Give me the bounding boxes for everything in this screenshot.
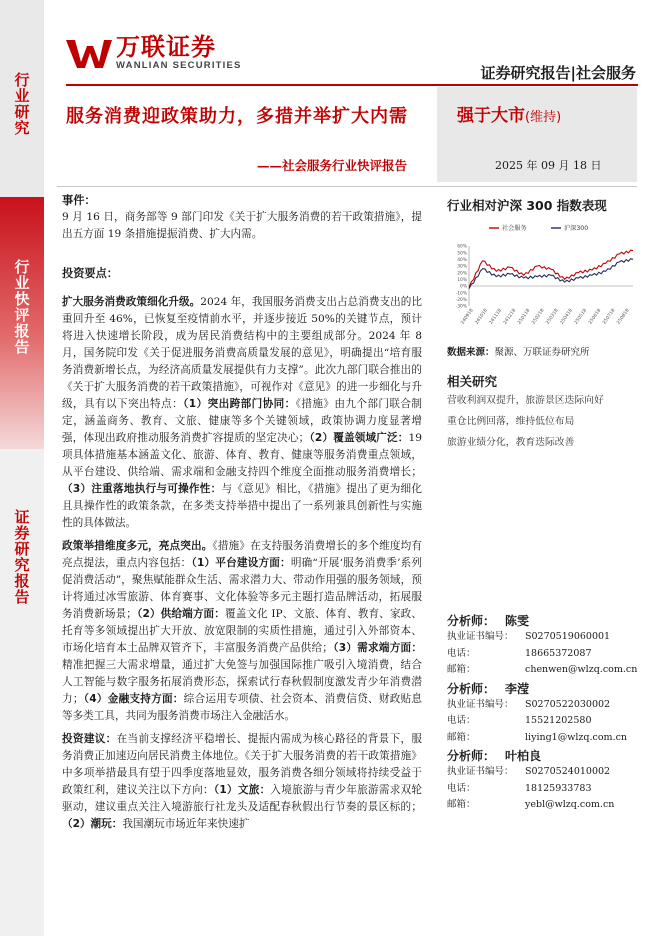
- analyst-name: 李滢: [505, 681, 530, 696]
- y-tick-label: 10%: [457, 277, 467, 283]
- related-item[interactable]: 旅游业绩分化，教育迭际改善: [447, 437, 575, 448]
- field-label: 邮箱：: [447, 664, 476, 675]
- x-tick-label: 250518: [573, 308, 589, 326]
- legend-label: 沪深300: [564, 225, 589, 232]
- point-text: 我国潮玩市场近年来快速扩: [122, 818, 250, 830]
- point-label: （1）文旅：: [213, 784, 271, 796]
- report-title: 服务消费迎政策助力，多措并举扩大内需: [66, 106, 408, 127]
- paragraph-text: 在当前支撑经济平稳增长、提振内需成为核心路径的背景下，服务消费正加速迈向居民消费主体地位。《关于扩大服务消费的若干政策措施》中多项举措最具有望于四季度落地显效，服务消费各细分领域将持续受益于政策红利，建议关注以下方向：: [62, 733, 423, 796]
- x-tick-label: 250118: [517, 308, 532, 326]
- analyst-role: 分析师：: [447, 681, 496, 696]
- point-text: 《措施》由九个部门联合制定，涵盖商务、教育、文旅、健康等多个关键领域，政策协调力度显著增强，体现出政府推动服务消费扩容提质的坚定决心；: [62, 398, 423, 444]
- point-text: 与《意见》相比，《措施》提出了更为细化且具操作性的政策条款，在多类支持举措中提出了一系列兼具创新性与实施性的具体做法。: [62, 483, 422, 529]
- sidebar-label: 证券研究报告: [12, 509, 31, 605]
- paragraph-text: 2024 年，我国服务消费支出占总消费支出的比重回升至 46%，已恢复至疫情前水平，并逐步接近 50%的关键节点，预计将进入快速增长阶段，成为居民消费结构中的主要组成部分。2024 年 8 月，国务院印发《关于促进服务消费高质量发展的意见》，明确提出“培育服务消费新增长点，为经济高质量发展提供有力支撑”。此次九部门联合推出的《关于扩大服务消费的若干政策措施》，可视作对《意见》的进一步细化与升级，具有以下突出特点：: [62, 296, 422, 410]
- legend-label: 社会服务: [502, 225, 527, 232]
- paragraph-policy-highlights: [62, 538, 422, 725]
- related-item[interactable]: 营收利润双提升，旅游景区迭际向好: [447, 395, 604, 406]
- x-tick-label: 250618: [588, 308, 603, 326]
- related-heading: 相关研究: [447, 374, 498, 389]
- phone: 18125933783: [525, 782, 592, 794]
- point-label: （1）突出跨部门协同：: [183, 398, 296, 410]
- y-tick-label: -10%: [455, 291, 467, 297]
- event-text: 9 月 16 日，商务部等 9 部门印发《关于扩大服务消费的若干政策措施》，提出五方面 19 条措施提振消费、扩大内需。: [62, 211, 422, 240]
- brand-name-en: WANLIAN SECURITIES: [116, 60, 242, 71]
- wanlian-logo-icon: [66, 36, 112, 70]
- data-source: [447, 344, 639, 358]
- left-sidebar: [0, 0, 44, 936]
- source-label: 数据来源：: [447, 347, 495, 358]
- point-label: （2）覆盖领域广泛：: [309, 432, 409, 444]
- cert-number: S0270522030002: [525, 698, 611, 710]
- point-label: （2）供给端方面：: [136, 608, 225, 620]
- x-tick-label: 250218: [531, 308, 546, 326]
- paragraph-lead: 投资建议：: [62, 733, 117, 745]
- field-label: 执业证书编号：: [447, 631, 514, 642]
- x-tick-label: 250418: [559, 308, 574, 326]
- brand-name-cn: 万联证券: [116, 33, 216, 61]
- sidebar-industry-flash: [0, 197, 44, 449]
- email[interactable]: liying1@wlzq.com.cn: [525, 731, 628, 743]
- series-line-csi300: [469, 259, 633, 289]
- point-text: 精准把握三大需求增量，通过扩大免签与加强国际推广吸引入境消费，结合人工智能与数字服务拓展消费形态，探索试行春秋假制度激发青少年消费潜力；: [62, 659, 422, 705]
- email[interactable]: chenwen@wlzq.com.cn: [525, 664, 638, 675]
- source-text: 聚源、万联证券研究所: [494, 347, 590, 358]
- y-tick-label: 50%: [457, 251, 467, 257]
- x-tick-label: 250818: [616, 308, 631, 326]
- related-item[interactable]: 重仓比例回落，维持低位布局: [447, 416, 575, 427]
- main-body: [62, 192, 422, 833]
- point-label: （2）潮玩：: [62, 818, 123, 830]
- x-tick-label: 240918: [460, 308, 475, 326]
- point-label: （4）金融支持方面：: [83, 693, 184, 705]
- sidebar-securities-research: [0, 449, 44, 936]
- field-label: 电话：: [447, 647, 476, 659]
- point-text: 19 项具体措施基本涵盖文化、旅游、体育、教育、健康等服务消费重点领域，从平台建设、供给端、需求端和金融支持四个维度全面推动服务消费增长；: [62, 432, 422, 478]
- x-tick-label: 241218: [503, 308, 518, 326]
- analyst-role: 分析师：: [447, 749, 496, 763]
- rating-value: 强于大市: [457, 106, 525, 126]
- x-tick-label: 250718: [602, 308, 617, 326]
- analyst-card: [447, 747, 639, 814]
- paragraph-investment-advice: [62, 731, 422, 833]
- performance-chart: [447, 220, 639, 340]
- y-tick-label: 20%: [457, 271, 467, 277]
- x-tick-label: 250318: [545, 308, 560, 326]
- event-heading: 事件：: [62, 194, 96, 207]
- y-tick-label: 30%: [457, 264, 467, 270]
- point-text: 综合运用专项债、社会资本、消费信贷、财政贴息等多类工具，共同为服务消费市场注入金融活水。: [62, 693, 423, 722]
- sidebar-label: 行业研究: [12, 72, 31, 136]
- analyst-card: [447, 680, 639, 747]
- point-label: （3）注重落地执行与可操作性：: [62, 483, 222, 495]
- field-label: 执业证书编号：: [447, 698, 514, 710]
- rating-box: [437, 87, 637, 182]
- x-tick-label: 241118: [488, 308, 504, 326]
- right-column: [447, 196, 639, 453]
- rating: [457, 101, 561, 126]
- report-category: 证券研究报告|社会服务: [480, 64, 636, 82]
- point-label: （3）需求端方面：: [332, 642, 422, 654]
- sidebar-label: 行业快评报告: [12, 259, 31, 355]
- field-label: 邮箱：: [447, 731, 476, 743]
- paragraph-lead: 扩大服务消费政策细化升级。: [62, 296, 201, 308]
- field-label: 执业证书编号：: [447, 766, 514, 777]
- analyst-list: [447, 612, 639, 815]
- analyst-name: 叶柏良: [505, 749, 542, 763]
- phone: 15521202580: [525, 715, 592, 726]
- point-text: 明确“开展‘服务消费季’系列促消费活动”，聚焦赋能群众生活、需求潜力大、带动作用强的服务领域，预计将通过冰雪旅游、体育赛事、文化体验等多元主题打造品牌活动，拓展服务消费新场景；: [62, 557, 423, 620]
- field-label: 邮箱：: [447, 799, 476, 810]
- point-text: 覆盖文化 IP、文旅、体育、教育、家政、托育等多领域提出扩大开放、放宽限制的实质性措施，通过引入外部资本、市场化培育本土品牌双管齐下，丰富服务消费产品供给；: [62, 608, 422, 654]
- performance-chart-svg: [447, 220, 639, 340]
- paragraph-text: 《措施》在支持服务消费增长的多个维度均有亮点提法，重点内容包括：: [62, 540, 422, 569]
- field-label: 电话：: [447, 782, 476, 794]
- brand-logo: [66, 34, 242, 71]
- points-heading: 投资要点：: [62, 267, 118, 280]
- performance-heading: 行业相对沪深 300 指数表现: [447, 198, 607, 213]
- phone: 18665372087: [525, 647, 592, 659]
- analyst-name: 陈雯: [505, 614, 530, 628]
- y-tick-label: 0%: [460, 284, 467, 290]
- analyst-card: [447, 612, 639, 679]
- paragraph-lead: 政策举措维度多元，亮点突出。: [62, 540, 213, 552]
- y-tick-label: -30%: [455, 304, 467, 310]
- rating-note: (维持): [525, 110, 562, 125]
- point-text: 入境旅游与青少年旅游需求双轮驱动，建议重点关注入境游旅行社龙头及适配春秋假出行节奏的景区标的；: [62, 784, 423, 813]
- cert-number: S0270524010002: [525, 766, 611, 777]
- y-tick-label: 40%: [457, 257, 467, 263]
- email[interactable]: yebl@wlzq.com.cn: [525, 799, 615, 810]
- x-tick-label: 241018: [474, 308, 489, 326]
- y-tick-label: -20%: [455, 297, 467, 303]
- section-divider: [57, 186, 637, 187]
- y-tick-label: 60%: [457, 244, 467, 250]
- sidebar-industry-research: [0, 0, 44, 197]
- field-label: 电话：: [447, 715, 476, 726]
- report-date: 2025 年 09 月 18 日: [495, 159, 602, 172]
- cert-number: S0270519060001: [525, 631, 611, 642]
- analyst-role: 分析师：: [447, 614, 496, 628]
- point-label: （1）平台建设方面：: [191, 557, 291, 569]
- header-divider: [66, 84, 638, 86]
- paragraph-policy-upgrade: [62, 294, 422, 532]
- report-subtitle: ——社会服务行业快评报告: [257, 158, 408, 173]
